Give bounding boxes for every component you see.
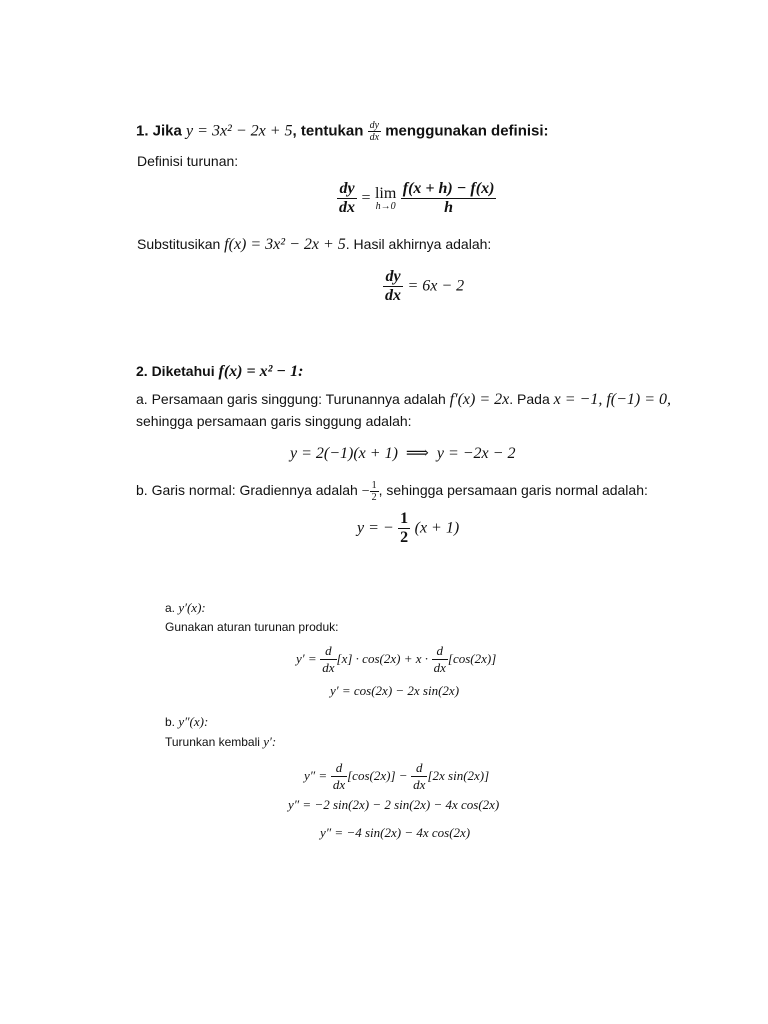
q2-b-eq-rhs: (x + 1) bbox=[414, 519, 460, 537]
q1-heading-suffix: menggunakan definisi: bbox=[385, 122, 549, 140]
q2-b-fraction: $\frac{1}{2}$ bbox=[371, 480, 377, 503]
q3-b-equation2: y″ = −2 sin(2x) − 2 sin(2x) − 4x cos(2x) bbox=[288, 797, 500, 812]
q1-result-rhs: = 6x − 2 bbox=[407, 277, 465, 295]
q3-a-label-expr: y′(x): bbox=[178, 600, 206, 615]
q1-heading-fraction: $\frac{dy}{dx}$ bbox=[369, 120, 380, 143]
q1-result bbox=[383, 268, 464, 305]
q2-b-eq-lhs: y = − bbox=[357, 519, 394, 537]
q3-a-eq1-tail: [cos(2x)] bbox=[447, 650, 497, 666]
q3-b-equation1 bbox=[304, 760, 489, 793]
q1-def-lhs-fraction: $\frac{dy}{dx}$ bbox=[339, 180, 355, 216]
q2-a-expr1: f′(x) = 2x bbox=[449, 391, 510, 408]
q1-result-fraction: $\frac{dy}{dx}$ bbox=[385, 268, 401, 304]
q3-b-eq1-deriv1: $\frac{d}{dx}$ bbox=[332, 760, 346, 792]
q2-heading-prefix: 2. Diketahui bbox=[136, 363, 215, 379]
q1-def-limit: lim h→0 bbox=[374, 185, 397, 212]
q2-b-equation bbox=[357, 510, 459, 547]
q1-substitution bbox=[137, 236, 491, 254]
q2-b-prefix: b. Garis normal: Gradiennya adalah bbox=[136, 482, 358, 499]
q1-subst-expr: f(x) = 3x² − 2x + 5 bbox=[224, 236, 346, 253]
q2-b-line bbox=[136, 480, 648, 503]
q2-b-eq-fraction: $\frac{1}{2}$ bbox=[400, 510, 409, 546]
q3-b-label-expr: y″(x): bbox=[178, 714, 209, 729]
q3-a-description: Gunakan aturan turunan produk: bbox=[165, 620, 339, 634]
q1-definition-label: Definisi turunan: bbox=[137, 153, 239, 169]
q2-a-prefix: a. Persamaan garis singgung: Turunannya adalah bbox=[136, 391, 446, 407]
q1-subst-prefix: Substitusikan bbox=[137, 236, 221, 252]
q2-a-expr2: x = −1, f(−1) = 0, bbox=[553, 391, 672, 408]
q3-a-eq1-deriv1: $\frac{d}{dx}$ bbox=[322, 643, 335, 675]
q1-subst-suffix: . Hasil akhirnya adalah: bbox=[345, 236, 492, 252]
q3-a-equation2: y′ = cos(2x) − 2x sin(2x) bbox=[330, 683, 460, 698]
q3-a-equation1 bbox=[296, 643, 496, 676]
q3-a-eq1-lhs: y′ = bbox=[296, 650, 317, 666]
q3-a-eq1-deriv2: $\frac{d}{dx}$ bbox=[433, 643, 446, 675]
q2-a-line1 bbox=[136, 391, 671, 409]
q2-b-suffix: , sehingga persamaan garis normal adalah: bbox=[378, 482, 648, 499]
q2-a-mid: . Pada bbox=[509, 391, 550, 407]
q3-b-equation3: y″ = −4 sin(2x) − 4x cos(2x) bbox=[320, 825, 471, 840]
q3-b-eq1-tail: [2x sin(2x)] bbox=[427, 767, 490, 783]
q1-definition-formula bbox=[337, 180, 496, 217]
q3-b-eq1-lhs: y″ = bbox=[304, 767, 328, 783]
q2-a-line2: sehingga persamaan garis singgung adalah: bbox=[136, 413, 412, 429]
q3-b-desc-expr: y′: bbox=[263, 734, 277, 749]
q3-b-description bbox=[165, 734, 276, 750]
q1-def-equals: = bbox=[361, 189, 371, 207]
q3-a-eq1-mid: [x] · cos(2x) + x · bbox=[336, 650, 428, 666]
q2-heading-expr: f(x) = x² − 1: bbox=[218, 363, 304, 380]
q1-heading-mid: , tentukan bbox=[292, 122, 364, 140]
q2-heading bbox=[136, 363, 303, 381]
q2-a-equation: y = 2(−1)(x + 1) ⟹ y = −2x − 2 bbox=[290, 445, 516, 462]
q3-a-label-prefix: a. bbox=[165, 601, 176, 615]
q1-def-rhs-fraction: $\frac{f(x + h) - f(x)}{h}$ bbox=[402, 180, 495, 216]
q1-heading-prefix: 1. Jika bbox=[136, 122, 182, 140]
q1-heading bbox=[136, 120, 549, 143]
q3-b-label-prefix: b. bbox=[165, 715, 176, 729]
q3-b-desc-prefix: Turunkan kembali bbox=[165, 735, 260, 749]
q3-b-eq1-mid: [cos(2x)] − bbox=[347, 767, 408, 783]
q3-b-label bbox=[165, 714, 208, 730]
q1-heading-expr: y = 3x² − 2x + 5 bbox=[186, 122, 293, 140]
q3-b-eq1-deriv2: $\frac{d}{dx}$ bbox=[413, 760, 426, 792]
q3-a-label bbox=[165, 600, 206, 616]
q2-b-sign: − bbox=[361, 484, 370, 500]
